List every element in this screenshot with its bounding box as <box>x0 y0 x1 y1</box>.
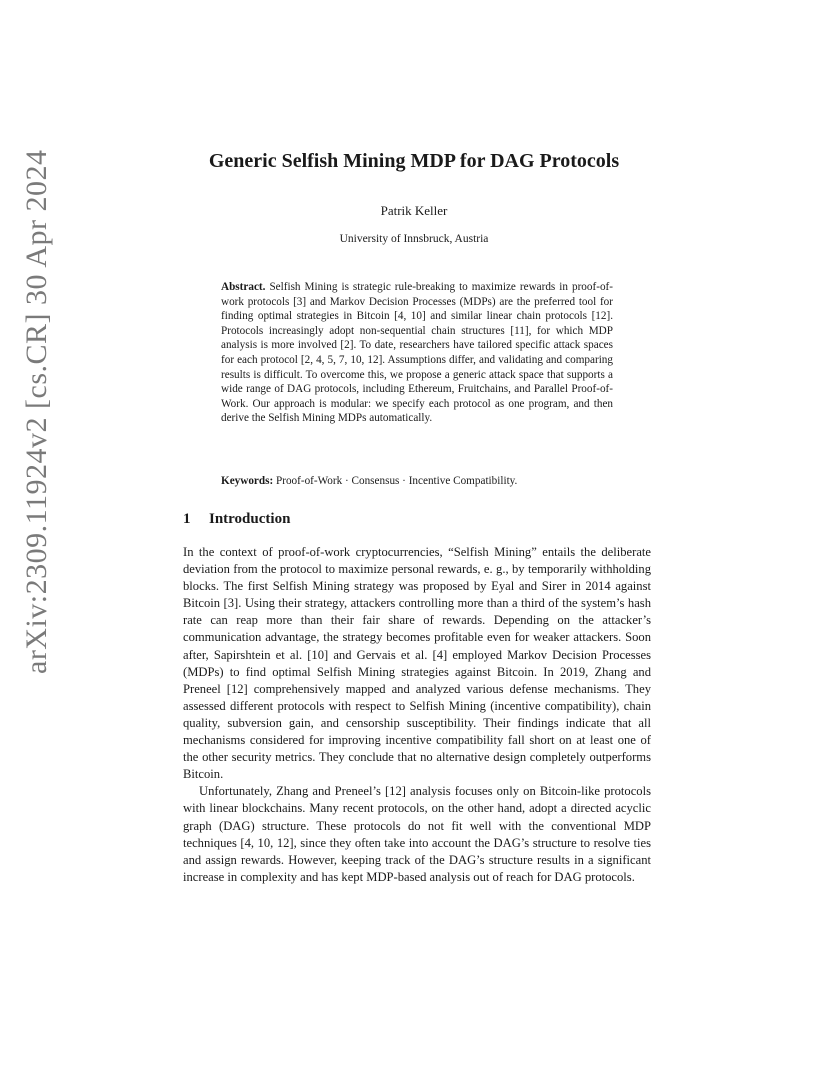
section-title: Introduction <box>209 511 291 527</box>
body-paragraph: Unfortunately, Zhang and Preneel’s [12] analysis focuses only on Bitcoin-like protocols with linear blockchains. Many recent protocols, on the other hand, adopt a directed acyclic graph (DAG) structure. These protocols do not fit well with the conventional MDP techniques [4, 10, 12], since they often take into account the DAG’s structure to resolve ties and assign rewards. However, keeping track of the DAG’s structure results in a significant increase in complexity and has kept MDP-based analysis out of reach for DAG protocols. <box>183 784 651 884</box>
abstract-text: Selfish Mining is strategic rule-breaking to maximize rewards in proof-of-work protocols [3] and Markov Decision Processes (MDPs) are the preferred tool for finding optimal strategies in Bitcoin [4, 10] and similar linear chain protocols [12]. Protocols increasingly adopt non-sequential chain structures [11], for which MDP analysis is more involved [2]. To date, researchers have tailored specific attack spaces for each protocol [2, 4, 5, 7, 10, 12]. Assumptions differ, and validating and comparing results is difficult. To overcome this, we propose a generic attack space that supports a wide range of DAG protocols, including Ethereum, Fruitchains, and Parallel Proof-of-Work. Our approach is modular: we specify each protocol as one program, and then derive the Selfish Mining MDPs automatically. <box>221 281 613 425</box>
paper-title: Generic Selfish Mining MDP for DAG Protocols <box>208 150 620 172</box>
author-name: Patrik Keller <box>380 203 448 218</box>
section-number: 1 <box>183 511 191 527</box>
abstract-block <box>221 280 613 426</box>
introduction-body <box>183 544 651 886</box>
arxiv-identifier: arXiv:2309.11924v2 [cs.CR] 30 Apr 2024 <box>20 149 53 674</box>
body-paragraph: In the context of proof-of-work cryptocurrencies, “Selfish Mining” entails the deliberate deviation from the protocol to maximize personal rewards, e. g., by temporarily withholding blocks. The first Selfish Mining strategy was proposed by Eyal and Sirer in 2014 against Bitcoin [3]. Using their strategy, attackers controlling more than a third of the system’s hash rate can reap more than their fair share of rewards. Depending on the attacker’s communication advantage, the strategy becomes profitable even for weaker attackers. Soon after, Sapirshtein et al. [10] and Gervais et al. [4] employed Markov Decision Processes (MDPs) to find optimal Selfish Mining strategies against Bitcoin. In 2019, Zhang and Preneel [12] comprehensively mapped and analyzed various defense mechanisms. They assessed different protocols with respect to Selfish Mining (incentive compatibility), chain quality, subversion gain, and censorship susceptibility. Their findings indicate that all mechanisms considered for improving incentive compatibility fall short on at least one of the other security metrics. They conclude that no alternative design completely outperforms Bitcoin. <box>183 545 651 782</box>
keywords-block <box>221 474 613 489</box>
abstract-label: Abstract. <box>221 281 266 293</box>
author-affiliation: University of Innsbruck, Austria <box>339 233 489 245</box>
keywords-label: Keywords: <box>221 475 274 487</box>
section-heading-introduction <box>183 511 290 528</box>
keywords-text: Proof-of-Work · Consensus · Incentive Compatibility. <box>276 475 518 487</box>
